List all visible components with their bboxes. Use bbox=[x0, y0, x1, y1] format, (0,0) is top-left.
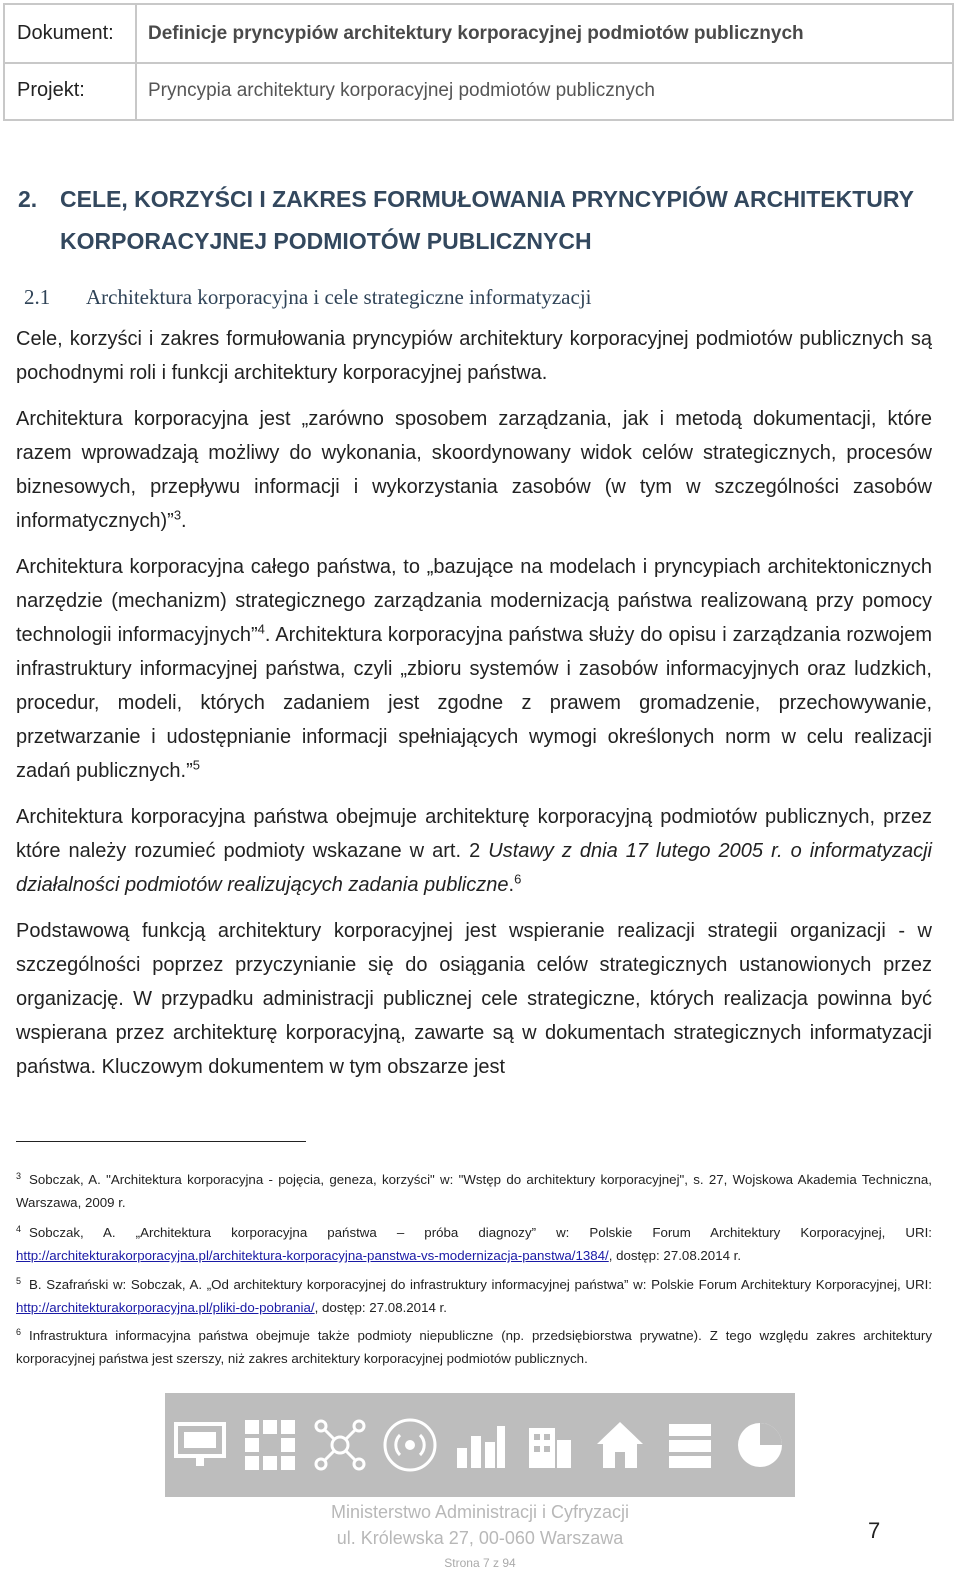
footnote-text: , dostęp: 27.08.2014 r. bbox=[608, 1248, 742, 1263]
section-heading bbox=[24, 285, 592, 310]
paragraph-4 bbox=[16, 800, 932, 902]
header-row-document bbox=[5, 5, 952, 64]
paragraph-1 bbox=[16, 322, 932, 390]
chapter-number: 2. bbox=[18, 186, 38, 212]
footnote-ref[interactable]: 5 bbox=[192, 757, 201, 773]
footnote-number: 5 bbox=[16, 1275, 22, 1286]
footnote-5 bbox=[16, 1273, 932, 1319]
document-title: Definicje pryncypiów architektury korporacyjnej podmiotów publicznych bbox=[148, 22, 804, 44]
footnote-number: 6 bbox=[16, 1326, 22, 1337]
house-icon bbox=[590, 1415, 650, 1475]
network-icon bbox=[310, 1415, 370, 1475]
footnote-ref[interactable]: 6 bbox=[514, 871, 522, 887]
chapter-title-line1: CELE, KORZYŚCI I ZAKRES FORMUŁOWANIA PRYNCYPIÓW ARCHITEKTURY bbox=[60, 186, 914, 212]
bar-chart-icon bbox=[450, 1415, 510, 1475]
law-citation: Ustawy z dnia 17 lutego 2005 r. o informatyzacji działalności podmiotów realizujących zadania publiczne bbox=[16, 840, 932, 896]
project-title: Pryncypia architektury korporacyjnej podmiotów publicznych bbox=[148, 79, 655, 101]
footnote-link[interactable]: http://architekturakorporacyjna.pl/architektura-korporacyjna-panstwa-vs-modernizacja-panstwa/1384/ bbox=[16, 1248, 609, 1263]
paragraph-5 bbox=[16, 914, 932, 1084]
chapter-title-line2: KORPORACYJNEJ PODMIOTÓW PUBLICZNYCH bbox=[60, 228, 592, 254]
footnote-number: 3 bbox=[16, 1170, 22, 1181]
page-number: 7 bbox=[868, 1518, 881, 1543]
footnote-number: 4 bbox=[16, 1223, 22, 1234]
paragraph-2 bbox=[16, 402, 932, 538]
paragraph-text: . Architektura korporacyjna państwa służy do opisu i zarządzania rozwojem infrastruktury informacyjnej państwa, czyli „zbioru systemów i zasobów informacyjnych oraz ludzkich, procedur, modeli, których zadaniem jest zgodne z prawem gromadzenie, przechowywanie, przetwarzanie i udostępnianie informacji spełniających wymogi określonych norm w celu realizacji zadań publicznych.” bbox=[16, 624, 932, 782]
wireless-signal-icon bbox=[380, 1415, 440, 1475]
paragraph-text: Cele, korzyści i zakres formułowania pryncypiów architektury korporacyjnej podmiotów publicznych są pochodnymi roli i funkcji architektury korporacyjnej państwa. bbox=[16, 328, 932, 384]
paragraph-text: . bbox=[508, 874, 515, 896]
footnote-text: , dostęp: 27.08.2014 r. bbox=[314, 1300, 447, 1315]
footnote-6 bbox=[16, 1324, 932, 1370]
document-label: Dokument: bbox=[5, 5, 137, 62]
footer-page-of: Strona 7 z 94 bbox=[444, 1556, 516, 1570]
footnote-ref[interactable]: 4 bbox=[257, 621, 265, 637]
section-number: 2.1 bbox=[24, 285, 51, 309]
pie-chart-icon bbox=[730, 1415, 790, 1475]
footnote-link[interactable]: http://architekturakorporacyjna.pl/pliki-do-pobrania/ bbox=[16, 1300, 315, 1315]
document-header-table bbox=[3, 3, 954, 121]
paragraph-text: Architektura korporacyjna jest „zarówno sposobem zarządzania, jak i metodą dokumentacji, które razem wprowadzają możliwy do wykonania, skoordynowany widok celów strategicznych, procesów biznesowych, przepływu informacji i wykorzystania zasobów (w tym w szczególności zasobów informatycznych)” bbox=[16, 408, 932, 532]
header-row-project bbox=[5, 62, 952, 119]
building-icon bbox=[520, 1415, 580, 1475]
footnote-ref[interactable]: 3 bbox=[173, 507, 182, 523]
paragraph-text: Podstawową funkcją architektury korporacyjnej jest wspieranie realizacji strategii organizacji - w szczególności poprzez przyczynianie się do osiągania celów strategicznych ustanowionych przez organizację. W przypadku administracji publicznej cele strategiczne, których realizacja powinna być wspierana przez architekturę korporacyjną, zawarte są w dokumentach strategicznych informatyzacji państwa. Kluczowym dokumentem w tym obszarze jest bbox=[16, 920, 932, 1078]
presentation-icon bbox=[170, 1415, 230, 1475]
footnote-3 bbox=[16, 1168, 932, 1214]
paragraph-text: . bbox=[181, 510, 187, 532]
footer-address: ul. Królewska 27, 00-060 Warszawa bbox=[336, 1528, 624, 1548]
server-icon bbox=[660, 1415, 720, 1475]
footnote-text: B. Szafrański w: Sobczak, A. „Od architektury korporacyjnej do infrastruktury informacyjnej państwa” w: Polskie Forum Architektury Korporacyjnej, URI: bbox=[29, 1277, 932, 1292]
paragraph-3 bbox=[16, 550, 932, 788]
footnote-text: Infrastruktura informacyjna państwa obejmuje także podmioty niepubliczne (np. przedsiębiorstwa prywatne). Z tego względu zakres architektury korporacyjnej państwa jest szerszy, niż zakres architektury korporacyjnej podmiotów publicznych. bbox=[16, 1328, 932, 1366]
footnote-4 bbox=[16, 1221, 932, 1267]
chapter-heading bbox=[18, 178, 938, 262]
grid-pattern-icon bbox=[240, 1415, 300, 1475]
paragraph-text: Architektura korporacyjna państwa obejmuje architekturę korporacyjną podmiotów publicznych, przez które należy rozumieć podmioty wskazane w art. 2 bbox=[16, 806, 932, 862]
project-label: Projekt: bbox=[5, 62, 137, 119]
section-title: Architektura korporacyjna i cele strategiczne informatyzacji bbox=[86, 285, 592, 309]
footer-ministry: Ministerstwo Administracji i Cyfryzacji bbox=[330, 1502, 630, 1522]
footnote-text: Sobczak, A. „Architektura korporacyjna państwa – próba diagnozy” w: Polskie Forum Architektury Korporacyjnej, URI: bbox=[29, 1225, 932, 1240]
footer-icon-banner bbox=[165, 1393, 795, 1497]
footnote-separator bbox=[16, 1141, 306, 1142]
paragraph-text: Architektura korporacyjna całego państwa, to „bazujące na modelach i pryncypiach architektonicznych narzędzie (mechanizm) strategicznego zarządzania modernizacją państwa realizowaną przy pomocy technologii informacyjnych” bbox=[16, 556, 932, 646]
footnote-text: Sobczak, A. "Architektura korporacyjna - pojęcia, geneza, korzyści" w: "Wstęp do architektury korporacyjnej", s. 27, Wojskowa Akademia Techniczna, Warszawa, 2009 r. bbox=[16, 1172, 932, 1210]
